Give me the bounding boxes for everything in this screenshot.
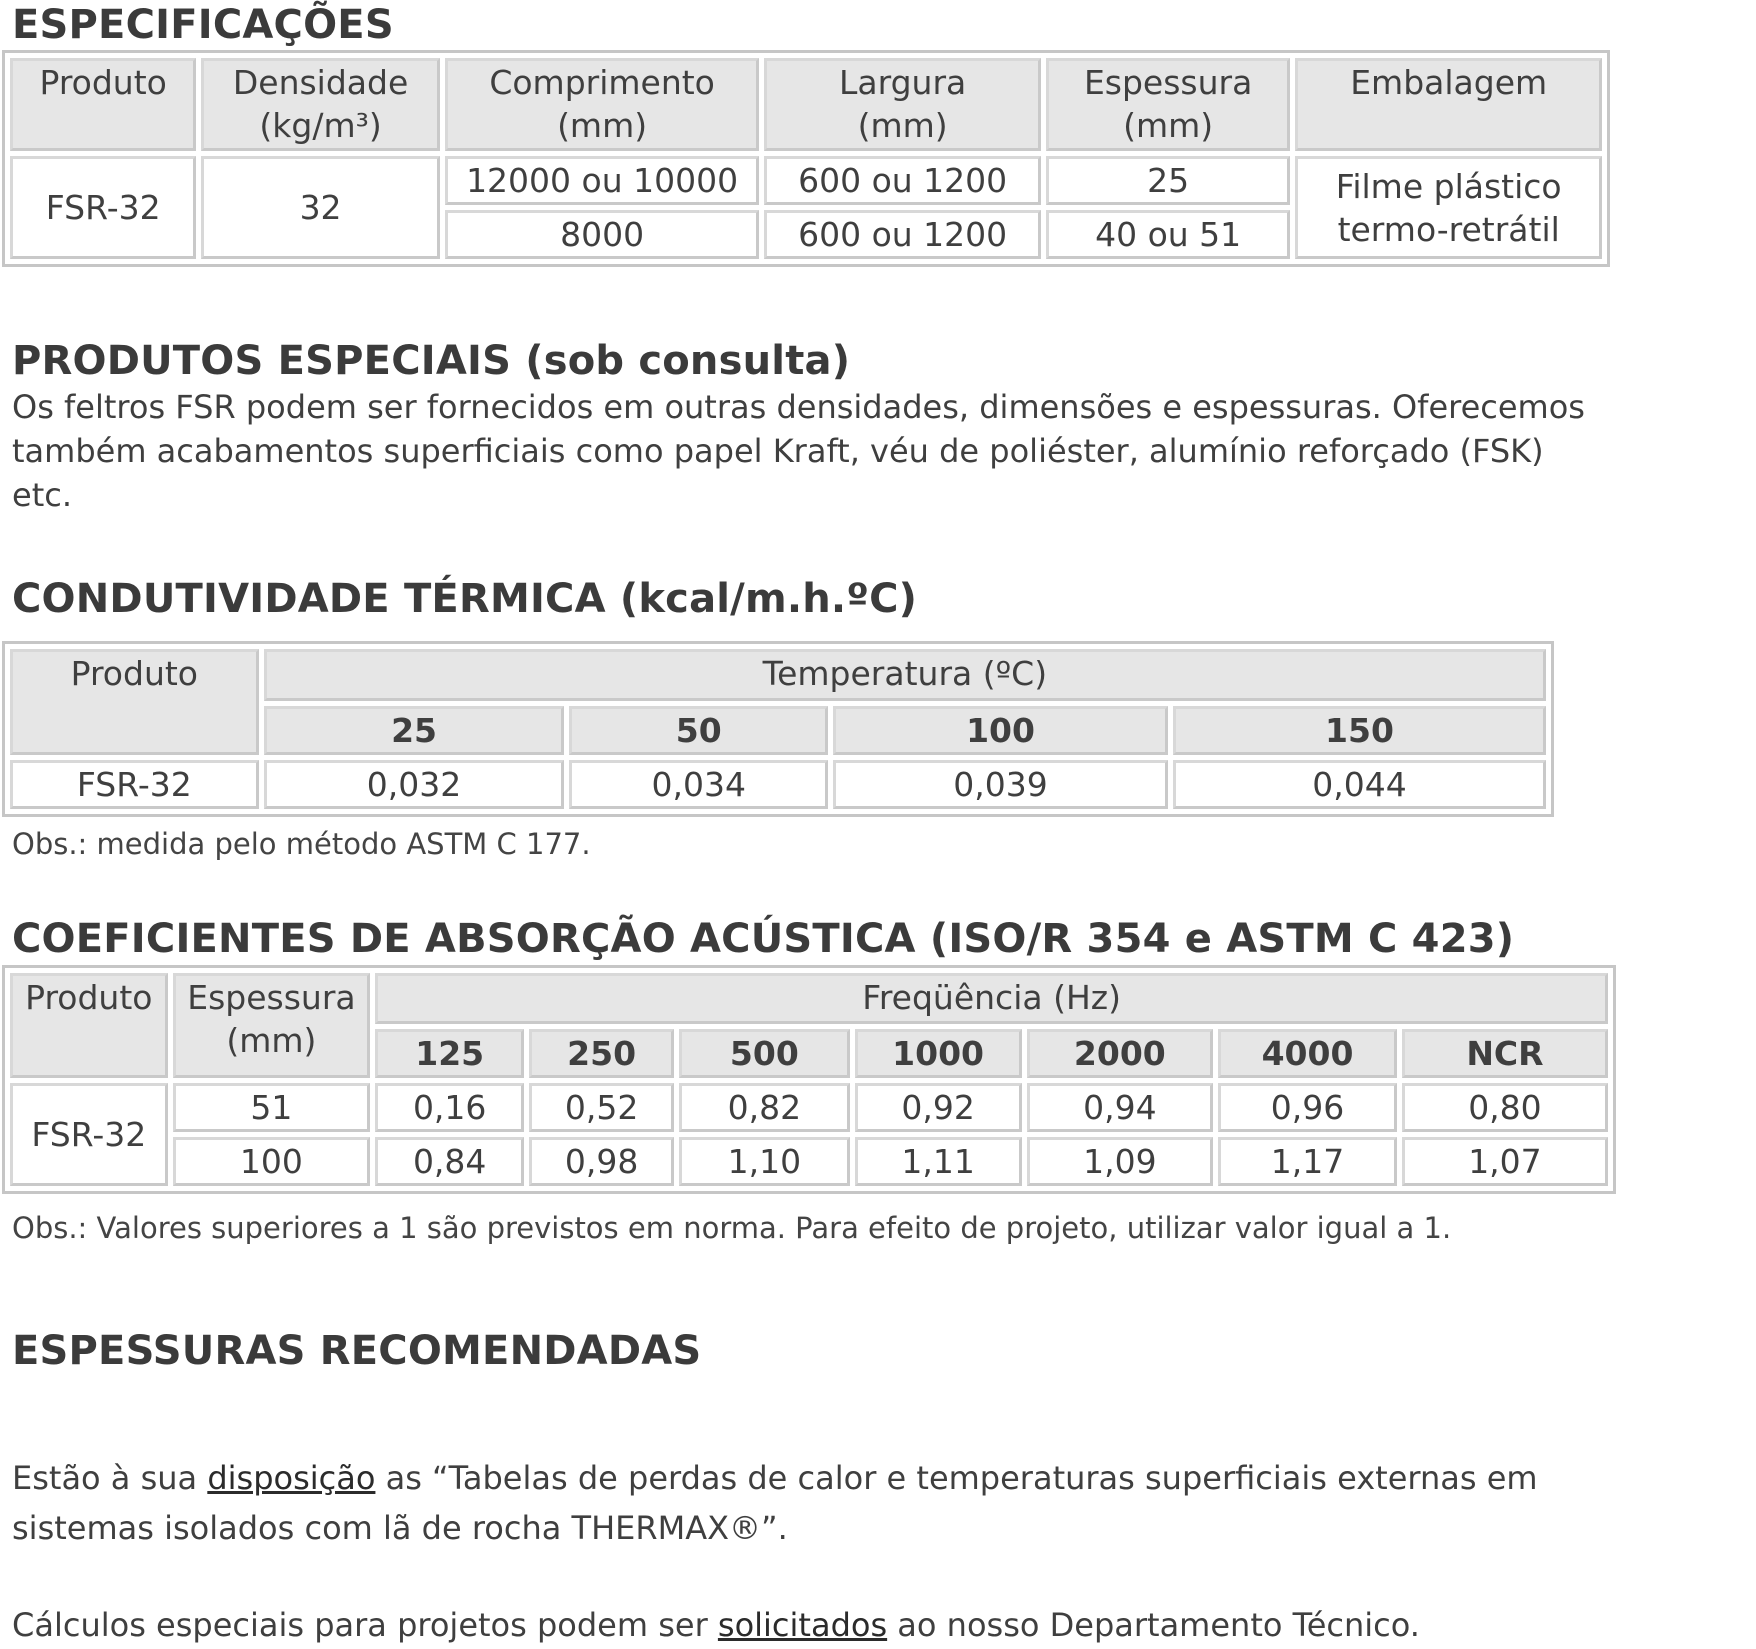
acoustic-cell-produto: FSR-32 <box>10 1083 168 1186</box>
specs-header-produto: Produto <box>10 58 196 151</box>
conductivity-table <box>2 641 1554 817</box>
conductivity-cell-value: 0,034 <box>569 760 828 809</box>
specs-header-densidade: Densidade (kg/m³) <box>201 58 439 151</box>
special-products-line: Os feltros FSR podem ser fornecidos em outras densidades, dimensões e espessuras. Oferecemos <box>12 388 1585 426</box>
calculations-text: Cálculos especiais para projetos podem ser <box>12 1606 718 1644</box>
acoustic-header-espessura: Espessura (mm) <box>173 973 371 1078</box>
specs-title: ESPECIFICAÇÕES <box>12 2 394 48</box>
conductivity-header-produto: Produto <box>10 649 259 755</box>
special-products-line: também acabamentos superficiais como papel Kraft, véu de poliéster, alumínio reforçado (FSK) <box>12 432 1544 470</box>
acoustic-cell-value: 0,98 <box>529 1137 674 1186</box>
acoustic-cell-value: 1,09 <box>1027 1137 1214 1186</box>
conductivity-header-temperatura: Temperatura (ºC) <box>264 649 1546 701</box>
acoustic-cell-value: 1,07 <box>1402 1137 1608 1186</box>
disposicao-link[interactable]: disposição <box>207 1459 376 1497</box>
specs-header-espessura: Espessura (mm) <box>1046 58 1290 151</box>
calculations-paragraph <box>12 1601 1420 1649</box>
solicitados-link[interactable]: solicitados <box>717 1606 888 1644</box>
acoustic-header-frequencia: Freqüência (Hz) <box>375 973 1608 1024</box>
calculations-text: ao nosso Departamento Técnico. <box>887 1606 1420 1644</box>
specs-cell-largura: 600 ou 1200 <box>764 210 1041 259</box>
acoustic-cell-value: 0,94 <box>1027 1083 1214 1132</box>
specs-cell-produto: FSR-32 <box>10 156 196 259</box>
acoustic-table <box>2 965 1616 1194</box>
conductivity-title: CONDUTIVIDADE TÉRMICA (kcal/m.h.ºC) <box>12 576 918 622</box>
acoustic-cell-value: 1,11 <box>855 1137 1022 1186</box>
availability-text: Estão à sua <box>12 1459 208 1497</box>
acoustic-header-freq: 250 <box>529 1029 674 1078</box>
conductivity-cell-value: 0,039 <box>833 760 1168 809</box>
acoustic-header-freq: 500 <box>679 1029 850 1078</box>
availability-paragraph <box>12 1453 1538 1553</box>
special-products-line: etc. <box>12 476 72 514</box>
acoustic-header-freq: 125 <box>375 1029 524 1078</box>
specs-table <box>2 50 1610 267</box>
specs-cell-embalagem: Filme plástico termo-retrátil <box>1295 156 1602 259</box>
special-products-title: PRODUTOS ESPECIAIS (sob consulta) <box>12 338 851 384</box>
conductivity-header-temp: 25 <box>264 706 565 755</box>
acoustic-cell-value: 0,96 <box>1218 1083 1397 1132</box>
acoustic-cell-espessura: 100 <box>173 1137 371 1186</box>
acoustic-cell-value: 1,10 <box>679 1137 850 1186</box>
availability-text: sistemas isolados com lã de rocha THERMAX®”. <box>12 1509 788 1547</box>
conductivity-cell-value: 0,032 <box>264 760 565 809</box>
acoustic-cell-value: 0,82 <box>679 1083 850 1132</box>
specs-cell-densidade: 32 <box>201 156 439 259</box>
acoustic-cell-value: 0,16 <box>375 1083 524 1132</box>
specs-header-comprimento: Comprimento (mm) <box>445 58 760 151</box>
conductivity-cell-produto: FSR-32 <box>10 760 259 809</box>
acoustic-header-freq: 4000 <box>1218 1029 1397 1078</box>
specs-cell-espessura: 25 <box>1046 156 1290 205</box>
conductivity-header-temp: 150 <box>1173 706 1546 755</box>
acoustic-cell-espessura: 51 <box>173 1083 371 1132</box>
acoustic-header-produto: Produto <box>10 973 168 1078</box>
conductivity-cell-value: 0,044 <box>1173 760 1546 809</box>
specs-cell-comprimento: 8000 <box>445 210 760 259</box>
specs-cell-largura: 600 ou 1200 <box>764 156 1041 205</box>
acoustic-title: COEFICIENTES DE ABSORÇÃO ACÚSTICA (ISO/R 354 e ASTM C 423) <box>12 916 1515 962</box>
specs-header-embalagem: Embalagem <box>1295 58 1602 151</box>
acoustic-cell-value: 0,92 <box>855 1083 1022 1132</box>
acoustic-header-freq: 1000 <box>855 1029 1022 1078</box>
conductivity-obs: Obs.: medida pelo método ASTM C 177. <box>12 827 591 861</box>
acoustic-obs: Obs.: Valores superiores a 1 são previstos em norma. Para efeito de projeto, utilizar valor igual a 1. <box>12 1211 1452 1245</box>
acoustic-cell-value: 0,80 <box>1402 1083 1608 1132</box>
acoustic-cell-value: 0,52 <box>529 1083 674 1132</box>
acoustic-header-freq: NCR <box>1402 1029 1608 1078</box>
conductivity-header-temp: 100 <box>833 706 1168 755</box>
specs-header-largura: Largura (mm) <box>764 58 1041 151</box>
conductivity-header-temp: 50 <box>569 706 828 755</box>
acoustic-cell-value: 1,17 <box>1218 1137 1397 1186</box>
specs-cell-espessura: 40 ou 51 <box>1046 210 1290 259</box>
specs-cell-comprimento: 12000 ou 10000 <box>445 156 760 205</box>
acoustic-header-freq: 2000 <box>1027 1029 1214 1078</box>
recommended-thickness-title: ESPESSURAS RECOMENDADAS <box>12 1328 702 1374</box>
acoustic-cell-value: 0,84 <box>375 1137 524 1186</box>
availability-text: as “Tabelas de perdas de calor e temperaturas superficiais externas em <box>375 1459 1538 1497</box>
